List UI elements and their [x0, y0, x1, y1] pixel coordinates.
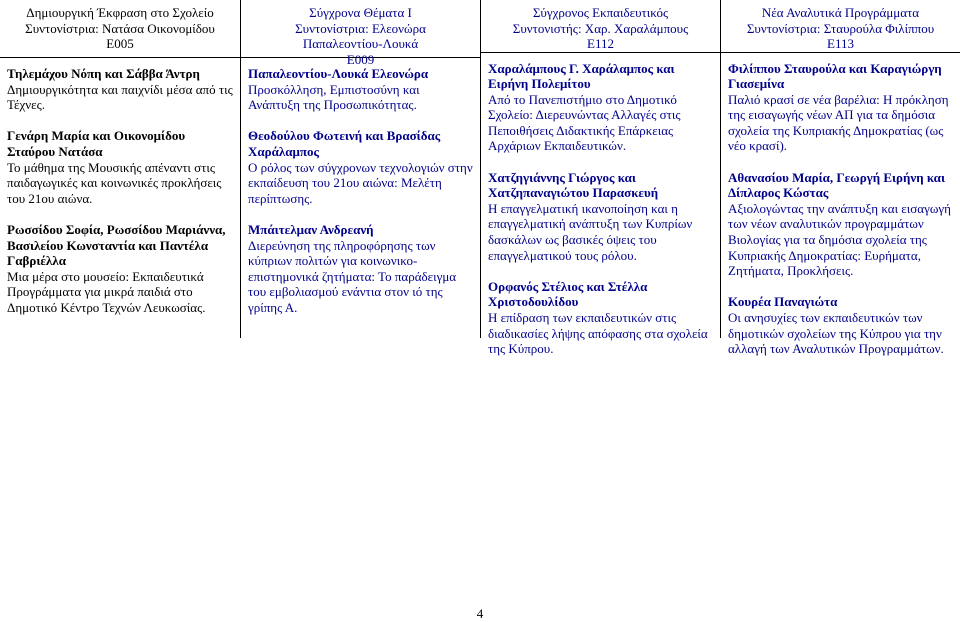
paper-title: Δημιουργικότητα και παιχνίδι μέσα από τις Τέχνες.	[7, 81, 233, 113]
session-room: Ε005	[106, 36, 134, 51]
session-header	[0, 0, 240, 58]
paper-title: Το μάθημα της Μουσικής απέναντι στις παιδαγωγικές και κοινωνικές προκλήσεις του 21ου αιώνα.	[7, 159, 222, 206]
session-body	[241, 58, 480, 331]
session-header	[721, 0, 960, 53]
session-coordinator-surname: Παπαλεοντίου-Λουκά	[302, 36, 419, 51]
session-coordinator: Συντονίστρια: Σταυρούλα Φιλίππου	[746, 20, 935, 36]
paper-entry	[248, 222, 474, 316]
session-column-e009	[241, 0, 481, 338]
paper-entry	[728, 61, 954, 155]
session-column-e005	[0, 0, 241, 338]
paper-authors: Ρωσσίδου Σοφία, Ρωσσίδου Μαριάννα, Βασιλείου Κωνσταντία και Παντέλα Γαβριέλλα	[7, 221, 226, 269]
paper-authors: Χαραλάμπους Γ. Χαράλαμπος και Ειρήνη Πολεμίτου	[488, 60, 675, 92]
session-room: Ε112	[587, 36, 614, 51]
session-header	[481, 0, 720, 53]
session-coordinator: Συντονίστρια: Ελεονώρα	[295, 20, 426, 36]
paper-entry	[488, 170, 714, 264]
session-coordinator: Συντονιστής: Χαρ. Χαραλάμπους	[512, 20, 689, 36]
session-column-e113	[721, 0, 960, 357]
paper-title: Αξιολογώντας την ανάπτυξη και εισαγωγή των νέων αναλυτικών προγραμμάτων Βιολογίας για τα δημόσια σχολεία της Κυπριακής Δημοκρατίας: Ευρήματα, Ζητήματα, Προκλήσεις.	[728, 200, 951, 279]
paper-entry	[248, 66, 474, 113]
paper-entry	[7, 66, 234, 113]
session-room: Ε009	[346, 51, 375, 67]
paper-authors: Τηλεμάχου Νόπη και Σάββα Άντρη	[7, 66, 200, 81]
paper-authors: Κουρέα Παναγιώτα	[728, 294, 838, 310]
paper-authors: Αθανασίου Μαρία, Γεωργή Ειρήνη και Δίπλαρος Κώστας	[728, 169, 945, 201]
paper-authors: Φιλίππου Σταυρούλα και Καραγιώργη Γιασεμίνα	[728, 60, 942, 92]
session-header	[241, 0, 480, 67]
paper-entry	[7, 222, 234, 316]
session-title: Δημιουργική Έκφραση στο Σχολείο	[26, 5, 214, 20]
paper-entry	[488, 61, 714, 155]
paper-title: Μια μέρα στο μουσείο: Εκπαιδευτικά Προγράμματα για μικρά παιδιά στο Δημοτικό Κέντρο Τεχνών Λευκωσίας.	[7, 268, 206, 315]
paper-title: Προσκόλληση, Εμπιστοσύνη και Ανάπτυξη της Προσωπικότητας.	[248, 81, 420, 113]
session-column-e112	[481, 0, 721, 357]
paper-entry	[728, 170, 954, 279]
session-title: Σύγχρονος Εκπαιδευτικός	[532, 5, 669, 20]
session-body	[0, 58, 240, 331]
paper-entry	[248, 128, 474, 206]
session-title: Σύγχρονα Θέματα Ι	[309, 5, 412, 20]
paper-authors: Χατζηγιάννης Γιώργος και Χατζηπαναγιώτου Παρασκευή	[488, 169, 659, 201]
paper-authors: Ορφανός Στέλιος και Στέλλα Χριστοδουλίδου	[488, 278, 648, 310]
paper-authors: Γενάρη Μαρία και Οικονομίδου Σταύρου Νατάσα	[7, 128, 186, 159]
paper-authors: Θεοδούλου Φωτεινή και Βρασίδας Χαράλαμπος	[248, 128, 441, 159]
paper-title: Παλιό κρασί σε νέα βαρέλια: Η πρόκληση της εισαγωγής νέων ΑΠ για τα δημόσια σχολεία της Κυπριακής Δημοκρατίας (ως νέο κρασί).	[728, 91, 949, 154]
paper-entry	[7, 128, 234, 206]
session-body	[481, 53, 720, 373]
paper-entry	[488, 279, 714, 357]
paper-authors: Μπάιτελμαν Ανδρεανή	[248, 221, 374, 237]
paper-title: Ο ρόλος των σύγχρονων τεχνολογιών στην εκπαίδευση του 21ου αιώνα: Μελέτη περίπτωσης.	[248, 159, 473, 206]
session-body	[721, 53, 960, 373]
session-room: Ε113	[827, 36, 854, 51]
paper-title: Η επίδραση των εκπαιδευτικών στις διαδικασίες λήψης απόφασης στα σχολεία της Κύπρου.	[488, 310, 708, 357]
paper-authors: Παπαλεοντίου-Λουκά Ελεονώρα	[248, 66, 429, 81]
session-coordinator: Συντονίστρια: Νατάσα Οικονομίδου	[25, 20, 215, 36]
paper-title: Διερεύνηση της πληροφόρησης των κύπριων πολιτών για κοινωνικο-επιστημονικά ζητήματα: Το παράδειγμα του εμβολιασμού ενάντια στον ιό της γρίπης Α.	[248, 237, 457, 315]
session-title: Νέα Αναλυτικά Προγράμματα	[761, 5, 920, 20]
paper-title: Από το Πανεπιστήμιο στο Δημοτικό Σχολείο: Διερευνώντας Αλλαγές στις Πεποιθήσεις Διδακτικής Επάρκειας Αρχάριων Εκπαιδευτικών.	[488, 91, 681, 154]
paper-title: Η επαγγελματική ικανοποίηση και η επαγγελματική ανάπτυξη των Κυπρίων δασκάλων ως βασικές όψεις του επαγγελματικού τους ρόλου.	[488, 200, 693, 263]
paper-title: Οι ανησυχίες των εκπαιδευτικών των δημοτικών σχολείων της Κύπρου για την αλλαγή των Αναλυτικών Προγραμμάτων.	[728, 310, 944, 357]
page-number: 4	[476, 606, 484, 621]
paper-entry	[728, 294, 954, 356]
